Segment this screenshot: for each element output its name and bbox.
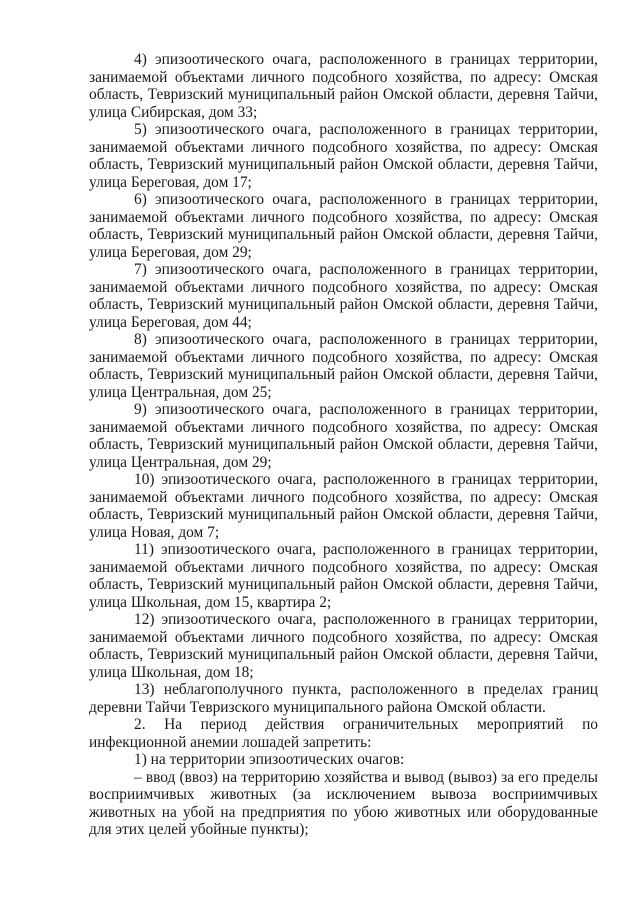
section-2-heading: 2. На период действия ограничительных мероприятий по инфекционной анемии лошадей запретить: bbox=[89, 716, 598, 751]
paragraph-item-10: 10) эпизоотического очага, расположенного в границах территории, занимаемой объектами личного подсобного хозяйства, по адресу: Омская область, Тевризский муниципальный район Омской области, деревня Тайчи, улица Новая, дом 7; bbox=[89, 471, 598, 541]
paragraph-item-11: 11) эпизоотического очага, расположенного в границах территории, занимаемой объектами личного подсобного хозяйства, по адресу: Омская область, Тевризский муниципальный район Омской области, деревня Тайчи, улица Школьная, дом 15, квартира 2; bbox=[89, 541, 598, 611]
paragraph-item-4: 4) эпизоотического очага, расположенного в границах территории, занимаемой объектами личного подсобного хозяйства, по адресу: Омская область, Тевризский муниципальный район Омской области, деревня Тайчи, улица Сибирская, дом 33; bbox=[89, 51, 598, 121]
paragraph-item-8: 8) эпизоотического очага, расположенного в границах территории, занимаемой объектами личного подсобного хозяйства, по адресу: Омская область, Тевризский муниципальный район Омской области, деревня Тайчи, улица Центральная, дом 25; bbox=[89, 331, 598, 401]
paragraph-item-5: 5) эпизоотического очага, расположенного в границах территории, занимаемой объектами личного подсобного хозяйства, по адресу: Омская область, Тевризский муниципальный район Омской области, деревня Тайчи, улица Береговая, дом 17; bbox=[89, 121, 598, 191]
paragraph-item-12: 12) эпизоотического очага, расположенного в границах территории, занимаемой объектами личного подсобного хозяйства, по адресу: Омская область, Тевризский муниципальный район Омской области, деревня Тайчи, улица Школьная, дом 18; bbox=[89, 611, 598, 681]
paragraph-item-7: 7) эпизоотического очага, расположенного в границах территории, занимаемой объектами личного подсобного хозяйства, по адресу: Омская область, Тевризский муниципальный район Омской области, деревня Тайчи, улица Береговая, дом 44; bbox=[89, 261, 598, 331]
subsection-1-heading: 1) на территории эпизоотических очагов: bbox=[134, 751, 405, 768]
paragraph-item-13: 13) неблагополучного пункта, расположенного в пределах границ деревни Тайчи Тевризского муниципального района Омской области. bbox=[89, 681, 598, 716]
document-body bbox=[89, 51, 598, 839]
restriction-item: – ввод (ввоз) на территорию хозяйства и вывод (вывоз) за его пределы восприимчивых животных (за исключением вывоза восприимчивых животных на убой на предприятия по убою животных или оборудованные для этих целей убойные пункты); bbox=[89, 768, 598, 838]
paragraph-item-9: 9) эпизоотического очага, расположенного в границах территории, занимаемой объектами личного подсобного хозяйства, по адресу: Омская область, Тевризский муниципальный район Омской области, деревня Тайчи, улица Центральная, дом 29; bbox=[89, 401, 598, 471]
paragraph-item-6: 6) эпизоотического очага, расположенного в границах территории, занимаемой объектами личного подсобного хозяйства, по адресу: Омская область, Тевризский муниципальный район Омской области, деревня Тайчи, улица Береговая, дом 29; bbox=[89, 191, 598, 261]
